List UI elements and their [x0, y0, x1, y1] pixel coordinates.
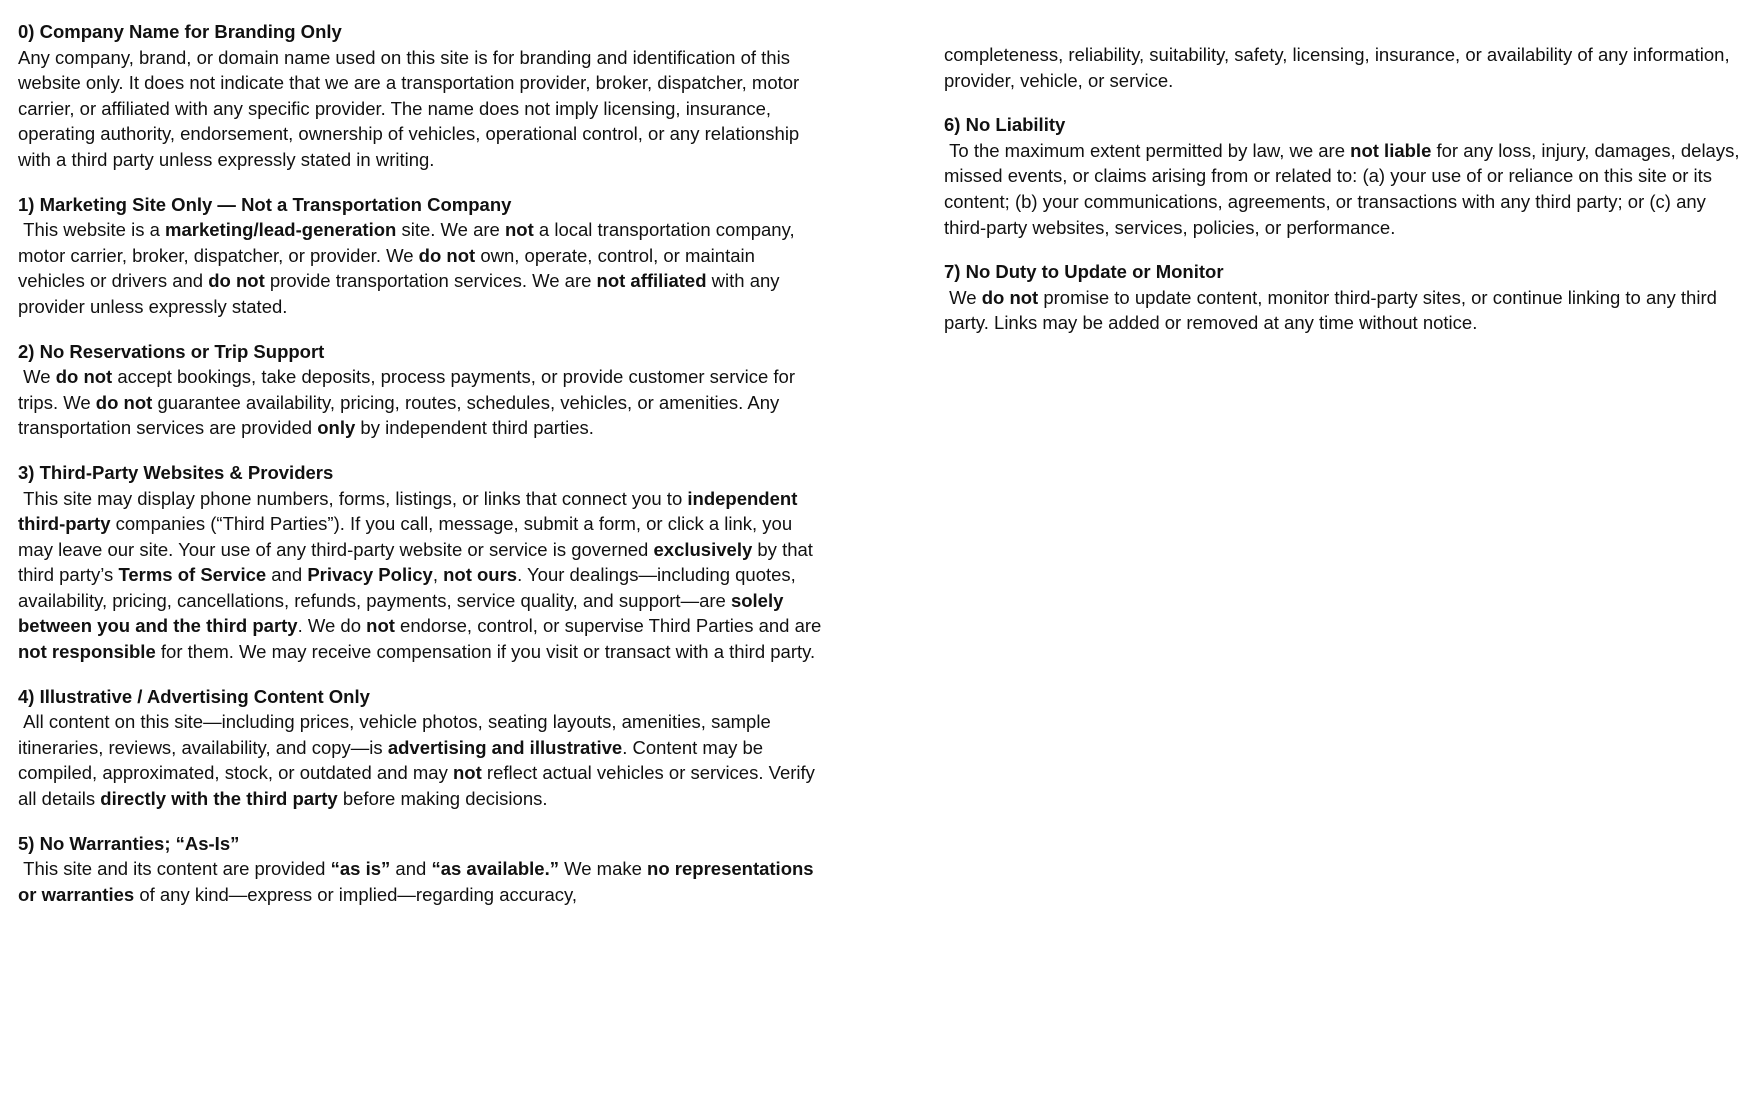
text-run: completeness, reliability, suitability, safety, licensing, insurance, or availability of any information, provider, vehicle, or service.	[944, 44, 1735, 91]
section	[18, 684, 824, 812]
section-heading: 4) Illustrative / Advertising Content Only	[18, 685, 370, 707]
bold-text-run: not liable	[1350, 139, 1432, 161]
bold-text-run: independent third-party	[18, 487, 803, 535]
section-heading: 7) No Duty to Update or Monitor	[944, 261, 1224, 283]
left-column	[18, 19, 827, 1113]
text-run: This website is a	[18, 219, 166, 241]
text-run: a local transportation company, motor carrier, broker, dispatcher, or provider. We	[18, 219, 800, 266]
bold-text-run: do not	[981, 286, 1039, 308]
section	[944, 112, 1750, 240]
section-paragraph	[18, 364, 824, 441]
text-run: before making decisions.	[337, 788, 548, 810]
text-run: . Your dealings—including quotes, availability, pricing, cancellations, refunds, payments, service quality, and support—are	[18, 564, 801, 611]
text-run: . We do	[297, 615, 367, 637]
bold-text-run: Terms of Service	[118, 564, 267, 586]
right-column	[944, 19, 1750, 1113]
text-run: reflect actual vehicles or services. Verify all details	[18, 762, 821, 810]
section-paragraph	[18, 856, 824, 907]
bold-text-run: not ours	[443, 564, 518, 586]
section-paragraph	[944, 138, 1750, 240]
bold-text-run: only	[317, 417, 356, 439]
text-run: This site may display phone numbers, forms, listings, or links that connect you to	[18, 487, 688, 509]
text-run: . Content may be compiled, approximated, stock, or outdated and may	[18, 736, 769, 784]
bold-text-run: Privacy Policy	[307, 564, 433, 586]
text-run: endorse, control, or supervise Third Parties and are	[394, 615, 827, 637]
text-run: To the maximum extent permitted by law, we are	[944, 139, 1351, 161]
section-heading: 3) Third-Party Websites & Providers	[18, 461, 334, 483]
section	[18, 339, 824, 441]
bold-text-run: not responsible	[18, 641, 156, 663]
bold-text-run: do not	[95, 391, 153, 413]
bold-text-run: directly with the third party	[100, 788, 338, 810]
bold-text-run: not affiliated	[596, 270, 707, 292]
section	[18, 460, 827, 665]
section	[944, 259, 1750, 336]
section-paragraph	[18, 486, 827, 665]
bold-text-run: do not	[208, 270, 265, 292]
text-run: accept bookings, take deposits, process payments, or provide customer service for trips. We	[18, 366, 801, 413]
bold-text-run: “as is”	[330, 858, 391, 880]
section-paragraph	[18, 45, 824, 173]
text-run: by that third party’s	[18, 538, 819, 586]
section-heading: 5) No Warranties; “As-Is”	[18, 832, 240, 854]
text-run: with any provider unless expressly stated.	[18, 270, 785, 317]
bold-text-run: do not	[418, 244, 476, 266]
text-run: ,	[432, 564, 444, 586]
section-paragraph	[944, 42, 1750, 93]
section-paragraph	[18, 217, 824, 319]
text-run: own, operate, control, or maintain vehicles or drivers and	[18, 244, 761, 292]
text-run: companies (“Third Parties”). If you call, message, submit a form, or click a link, you may leave our site. Your use of any third-party website or service is governed	[18, 513, 798, 560]
text-run: for any loss, injury, damages, delays, missed events, or claims arising from or related to: (a) your use of or reliance on this site or its content; (b) your communications, agreements, or transactions with any third party; or (c) any third-party websites, services, policies, or performance.	[944, 139, 1745, 238]
text-run: guarantee availability, pricing, routes, schedules, vehicles, or amenities. Any transportation services are provided	[18, 391, 785, 439]
section	[18, 831, 824, 908]
text-run: for them. We may receive compensation if you visit or transact with a third party.	[155, 641, 816, 663]
text-run: promise to update content, monitor third-party sites, or continue linking to any third party. Links may be added or removed at any time without notice.	[944, 286, 1723, 334]
text-run: We	[944, 286, 982, 308]
text-run: provide transportation services. We are	[264, 270, 597, 292]
section-heading: 0) Company Name for Branding Only	[18, 21, 342, 42]
bold-text-run: no representations or warranties	[18, 858, 819, 905]
section-heading: 1) Marketing Site Only — Not a Transportation Company	[18, 193, 512, 215]
text-run: of any kind—express or implied—regarding accuracy,	[134, 883, 578, 905]
section	[944, 42, 1750, 93]
bold-text-run: marketing/lead-generation	[165, 219, 397, 241]
text-run: We make	[558, 858, 648, 880]
text-run: site. We are	[396, 219, 505, 241]
section-paragraph	[18, 709, 824, 811]
bold-text-run: “as available.”	[431, 858, 559, 880]
text-run: by independent third parties.	[355, 417, 594, 439]
bold-text-run: not	[366, 615, 395, 637]
bold-text-run: exclusively	[653, 538, 753, 560]
bold-text-run: solely between you and the third party	[18, 589, 789, 637]
text-run: and	[390, 858, 432, 880]
bold-text-run: do not	[55, 366, 113, 388]
section	[18, 192, 824, 320]
text-run: All content on this site—including prices, vehicle photos, seating layouts, amenities, sample itineraries, reviews, availability, and copy—is	[18, 711, 776, 758]
section-paragraph	[944, 285, 1750, 336]
bold-text-run: advertising and illustrative	[387, 736, 623, 758]
text-run: and	[266, 564, 308, 586]
bold-text-run: not	[505, 219, 534, 241]
section-heading: 6) No Liability	[944, 114, 1066, 136]
text-run: This site and its content are provided	[18, 858, 331, 880]
bold-text-run: not	[453, 762, 482, 784]
text-run: Any company, brand, or domain name used on this site is for branding and identification of this website only. It does not indicate that we are a transportation provider, broker, dispatcher, motor carrier, or affiliated with any specific provider. The name does not imply licensing, insurance, operating authority, endorsement, ownership of vehicles, operational control, or any relationship with a third party unless expressly stated in writing.	[18, 46, 805, 170]
text-run: We	[18, 366, 56, 388]
section-heading: 2) No Reservations or Trip Support	[18, 340, 325, 362]
section	[18, 19, 824, 173]
